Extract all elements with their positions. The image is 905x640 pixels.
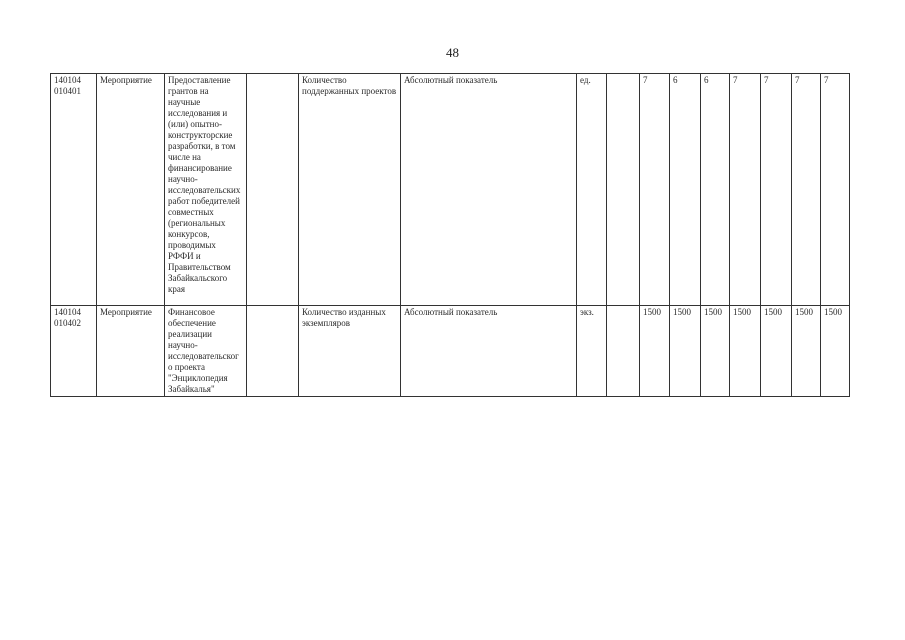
table-row xyxy=(51,74,850,306)
row-value: 7 xyxy=(821,74,850,306)
row-value: 1500 xyxy=(730,306,761,397)
row-value: 1500 xyxy=(640,306,670,397)
row-value: 6 xyxy=(670,74,701,306)
row-name: Финансовое обеспечение реализации научно-исследовательского проекта "Энциклопедия Забайкалья" xyxy=(165,306,247,397)
table-row xyxy=(51,306,850,397)
row-type: Мероприятие xyxy=(97,306,165,397)
page-number: 48 xyxy=(446,45,459,60)
row-empty xyxy=(247,74,299,306)
row-indicator-type: Абсолютный показатель xyxy=(401,74,577,306)
row-indicator: Количество изданных экземпляров xyxy=(299,306,401,397)
row-type: Мероприятие xyxy=(97,74,165,306)
program-table xyxy=(50,73,850,397)
row-value: 1500 xyxy=(761,306,792,397)
row-indicator: Количество поддержанных проектов xyxy=(299,74,401,306)
row-unit: экз. xyxy=(577,306,607,397)
row-value: 7 xyxy=(640,74,670,306)
row-value: 1500 xyxy=(792,306,821,397)
row-value: 1500 xyxy=(670,306,701,397)
row-unit: ед. xyxy=(577,74,607,306)
row-value: 1500 xyxy=(701,306,730,397)
row-code: 140104 010401 xyxy=(51,74,97,306)
row-value: 7 xyxy=(761,74,792,306)
row-indicator-type: Абсолютный показатель xyxy=(401,306,577,397)
row-base-value xyxy=(607,74,640,306)
row-name: Предоставление грантов на научные исследования и (или) опытно-конструкторские разработки, в том числе на финансирование научно-исследовательских работ победителей совместных (региональных конкурсов, проводимых РФФИ и Правительством Забайкальского края xyxy=(165,74,247,306)
row-base-value xyxy=(607,306,640,397)
row-value: 6 xyxy=(701,74,730,306)
row-value: 7 xyxy=(792,74,821,306)
row-value: 7 xyxy=(730,74,761,306)
row-value: 1500 xyxy=(821,306,850,397)
row-empty xyxy=(247,306,299,397)
row-code: 140104 010402 xyxy=(51,306,97,397)
